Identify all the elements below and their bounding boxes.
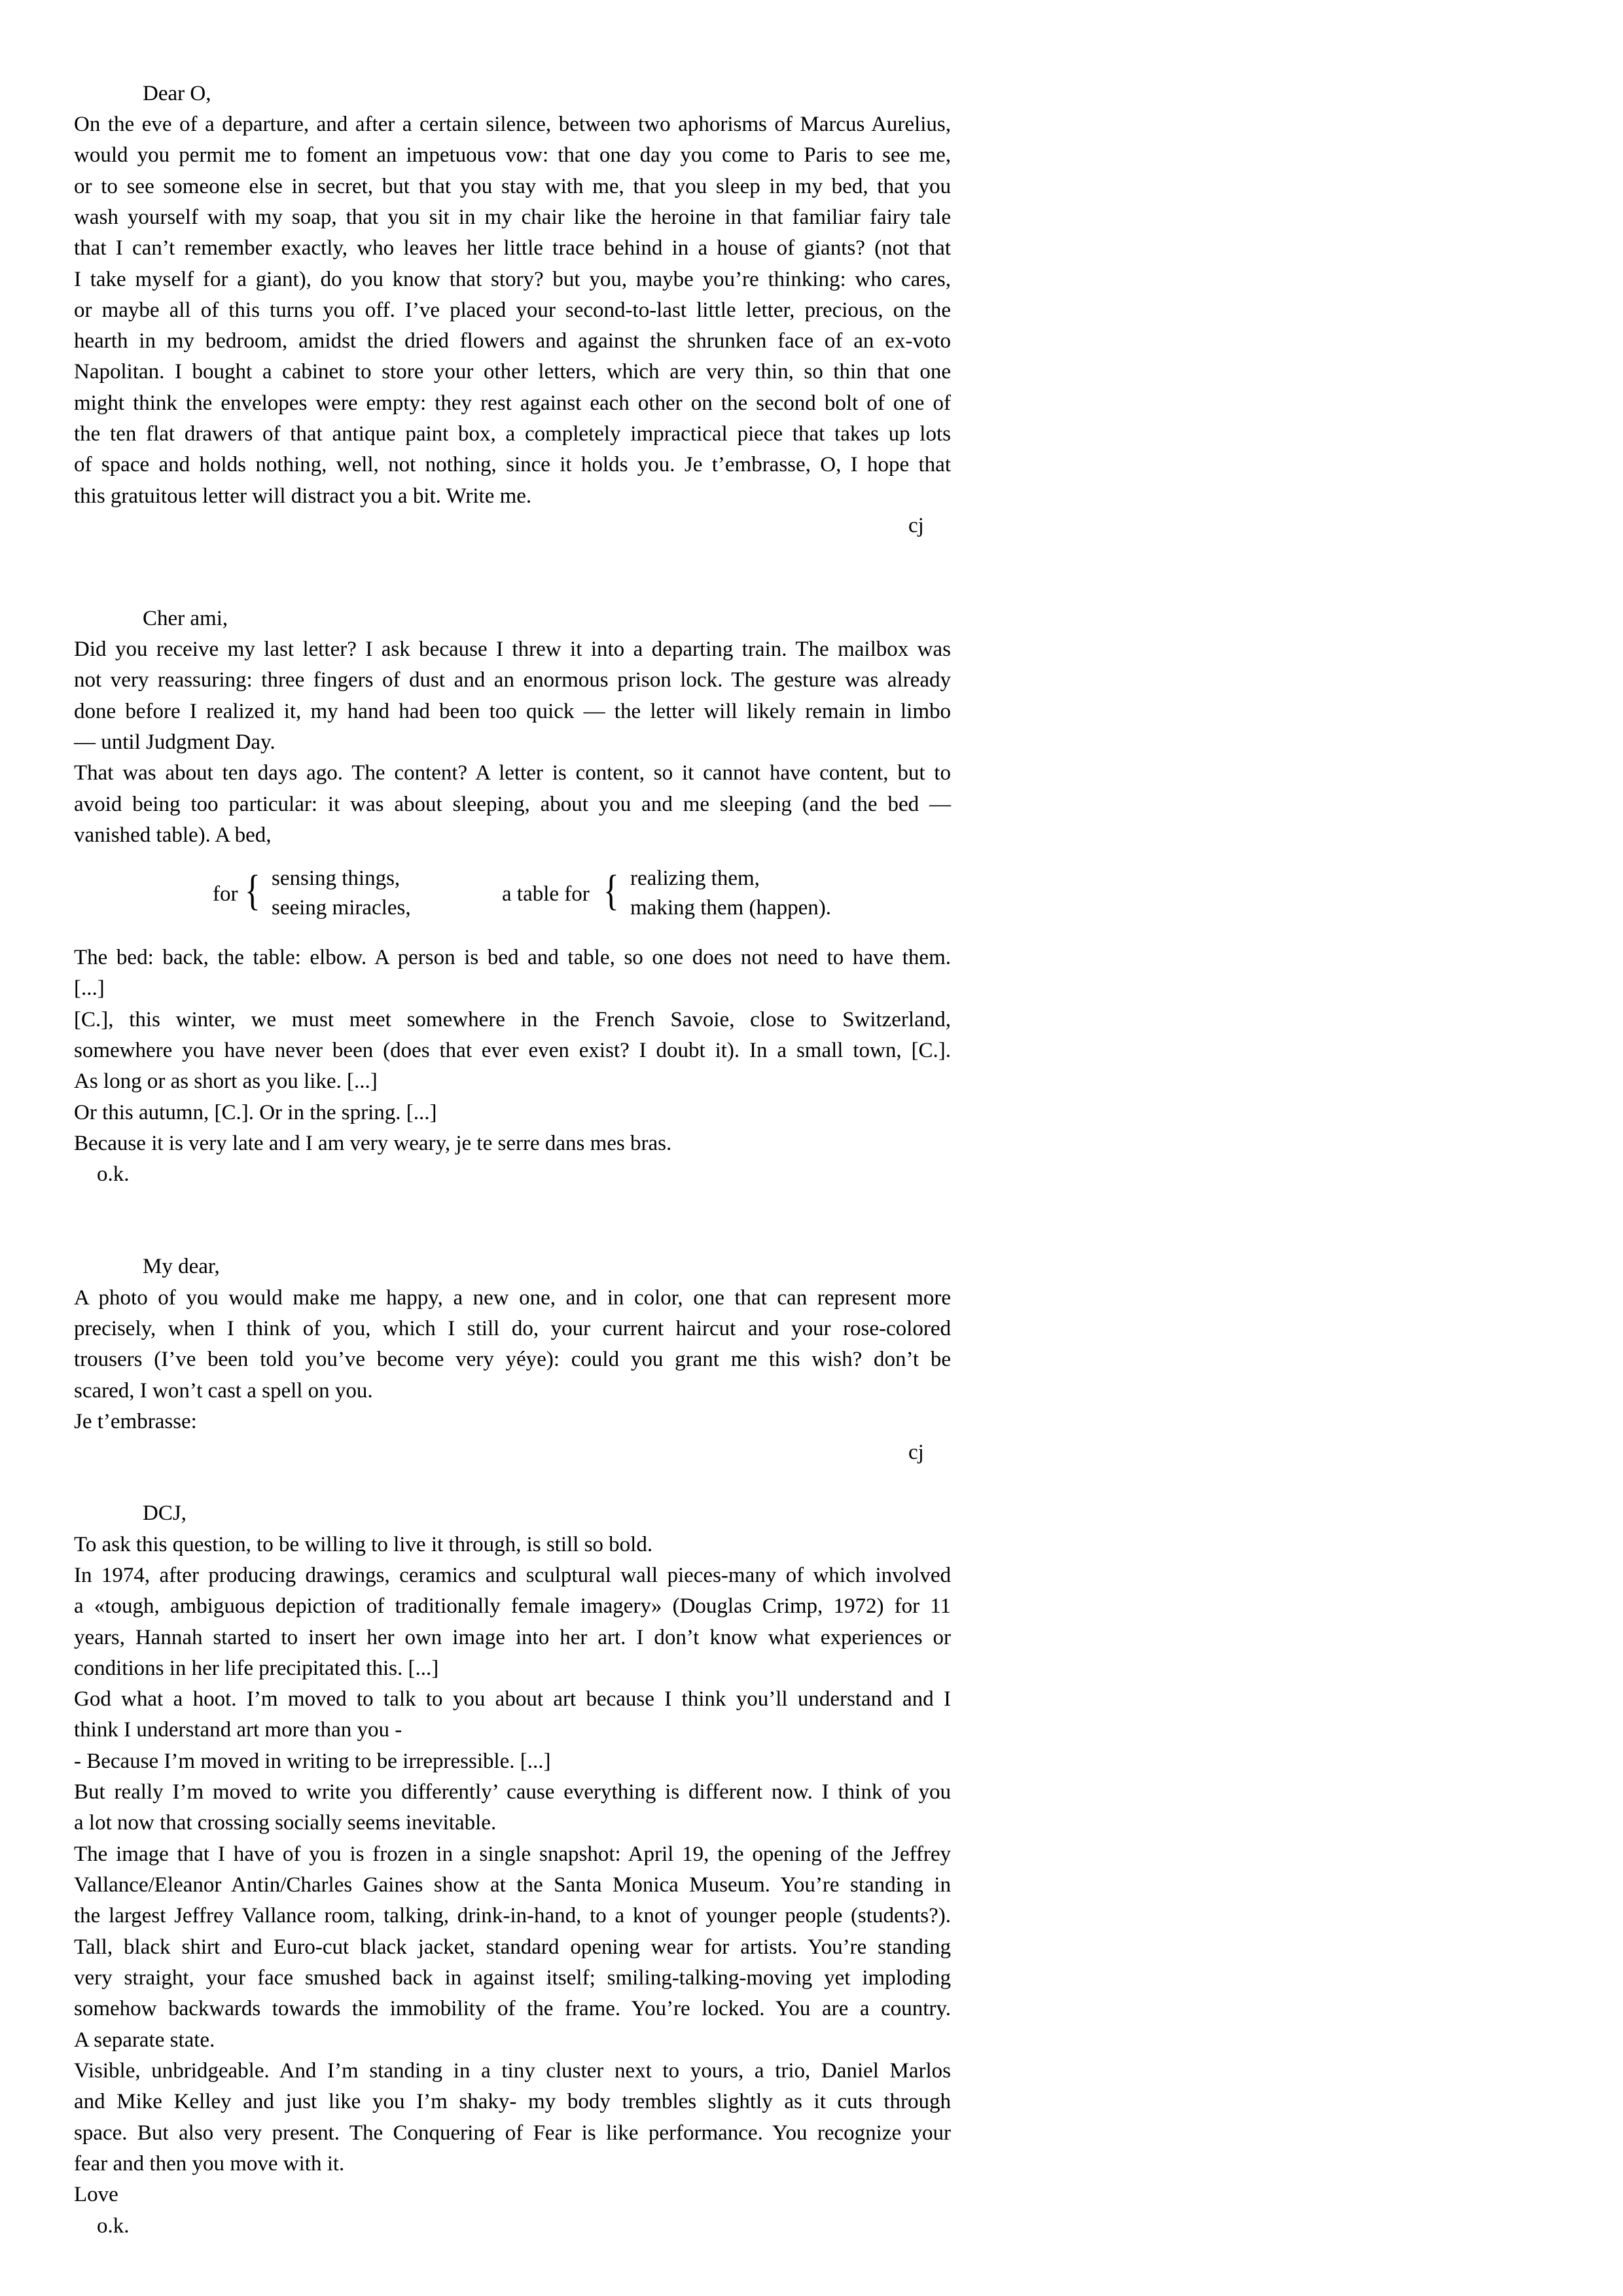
letter-line: In 1974, after producing drawings, ceramics and sculptural wall pieces-many of which involved — [74, 1564, 951, 1587]
letter-line: think I understand art more than you - — [74, 1718, 402, 1742]
letter-line: God what a hoot. I’m moved to talk to you about art because I think you’ll understand and I — [74, 1687, 951, 1711]
letter-line: conditions in her life precipitated this. [...] — [74, 1657, 439, 1680]
letter-salutation: Dear O, — [143, 82, 211, 105]
letter-line: On the eve of a departure, and after a certain silence, between two aphorisms of Marcus Aurelius, — [74, 113, 951, 136]
letter-line: But really I’m moved to write you differently’ cause everything is different now. I think of you — [74, 1780, 951, 1804]
letter-line: that I can’t remember exactly, who leaves her little trace behind in a house of giants? (not that — [74, 236, 951, 260]
letter-line: space. But also very present. The Conquering of Fear is like performance. You recognize your — [74, 2121, 951, 2145]
letter-line: a lot now that crossing socially seems inevitable. — [74, 1811, 497, 1835]
letter-line: trousers (I’ve been told you’ve become very yéye): could you grant me this wish? don’t be — [74, 1348, 951, 1371]
letter-line: precisely, when I think of you, which I still do, your current haircut and your rose-colored — [74, 1317, 951, 1340]
letter-line: - Because I’m moved in writing to be irrepressible. [...] — [74, 1749, 551, 1773]
letter-signature: cj — [908, 1441, 924, 1464]
letter-line: Vallance/Eleanor Antin/Charles Gaines show at the Santa Monica Museum. You’re standing in — [74, 1873, 951, 1897]
letter-line: and Mike Kelley and just like you I’m shaky- my body trembles slightly as it cuts through — [74, 2090, 951, 2113]
letter-line: Je t’embrasse: — [74, 1410, 197, 1433]
letter-signature: o.k. — [97, 2214, 130, 2238]
brace-left-item: seeing miracles, — [272, 896, 411, 920]
letter-salutation: Cher ami, — [143, 607, 228, 630]
brace-right-item: making them (happen). — [630, 896, 831, 920]
letter-line: very straight, your face smushed back in against itself; smiling-talking-moving yet imploding — [74, 1966, 951, 1990]
letter-line: the ten flat drawers of that antique paint box, a completely impractical piece that takes up lots — [74, 422, 951, 446]
letter-line: I take myself for a giant), do you know that story? but you, maybe you’re thinking: who cares, — [74, 268, 951, 291]
letter-signature: o.k. — [97, 1162, 130, 1186]
letter-salutation: My dear, — [143, 1255, 220, 1278]
letter-line: Napolitan. I bought a cabinet to store your other letters, which are very thin, so thin that one — [74, 360, 951, 384]
letter-line: scared, I won’t cast a spell on you. — [74, 1379, 373, 1403]
letter-salutation: DCJ, — [143, 1501, 187, 1525]
letter-line: Visible, unbridgeable. And I’m standing in a tiny cluster next to yours, a trio, Daniel Marlos — [74, 2059, 951, 2083]
brace-right-item: realizing them, — [630, 867, 760, 890]
letter-line: this gratuitous letter will distract you a bit. Write me. — [74, 484, 532, 508]
letter-line: or to see someone else in secret, but that you stay with me, that you sleep in my bed, that you — [74, 175, 951, 198]
letter-line: or maybe all of this turns you off. I’ve placed your second-to-last little letter, precious, on the — [74, 298, 951, 322]
letter-line: To ask this question, to be willing to live it through, is still so bold. — [74, 1533, 653, 1556]
bed-table-brace-diagram — [0, 863, 1623, 928]
letter-line: That was about ten days ago. The content? A letter is content, so it cannot have content, but to — [74, 761, 951, 785]
letter-line: wash yourself with my soap, that you sit in my chair like the heroine in that familiar fairy tale — [74, 206, 951, 229]
letter-line: [C.], this winter, we must meet somewhere in the French Savoie, close to Switzerland, — [74, 1008, 951, 1031]
letter-line: years, Hannah started to insert her own image into her art. I don’t know what experiences or — [74, 1626, 951, 1649]
letter-signature: cj — [908, 514, 924, 537]
letter-line: The bed: back, the table: elbow. A person is bed and table, so one does not need to have them. — [74, 946, 951, 969]
letter-line: — until Judgment Day. — [74, 730, 276, 754]
letter-line: The image that I have of you is frozen in a single snapshot: April 19, the opening of the Jeffrey — [74, 1842, 951, 1866]
letter-line: a «tough, ambiguous depiction of traditionally female imagery» (Douglas Crimp, 1972) for 11 — [74, 1594, 951, 1618]
letter-line: done before I realized it, my hand had been too quick — the letter will likely remain in limbo — [74, 700, 951, 723]
letter-line: the largest Jeffrey Vallance room, talking, drink-in-hand, to a knot of younger people (students?). — [74, 1904, 951, 1928]
letter-line: not very reassuring: three fingers of dust and an enormous prison lock. The gesture was already — [74, 668, 951, 692]
letter-line: Because it is very late and I am very weary, je te serre dans mes bras. — [74, 1132, 672, 1155]
letter-line: fear and then you move with it. — [74, 2152, 345, 2176]
letter-line: avoid being too particular: it was about sleeping, about you and me sleeping (and the bed — — [74, 793, 951, 816]
left-brace-icon: { — [244, 867, 260, 914]
letter-line: of space and holds nothing, well, not nothing, since it holds you. Je t’embrasse, O, I hope that — [74, 453, 951, 476]
letter-line: [...] — [74, 977, 105, 1000]
brace-right-label: a table for — [502, 882, 590, 906]
letter-line: Tall, black shirt and Euro-cut black jacket, standard opening wear for artists. You’re standing — [74, 1935, 951, 1959]
letter-line: Did you receive my last letter? I ask because I threw it into a departing train. The mailbox was — [74, 637, 951, 661]
letter-line: A separate state. — [74, 2028, 215, 2052]
letter-closing: Love — [74, 2183, 118, 2206]
letter-line: hearth in my bedroom, amidst the dried flowers and against the shrunken face of an ex-voto — [74, 329, 951, 353]
letter-line: A photo of you would make me happy, a new one, and in color, one that can represent more — [74, 1286, 951, 1310]
letter-line: somewhere you have never been (does that ever even exist? I doubt it). In a small town, [C.]. — [74, 1039, 951, 1062]
letter-line: As long or as short as you like. [...] — [74, 1069, 378, 1093]
brace-left-item: sensing things, — [272, 867, 401, 890]
letter-line: would you permit me to foment an impetuous vow: that one day you come to Paris to see me, — [74, 143, 951, 167]
letter-line: vanished table). A bed, — [74, 823, 272, 847]
letter-line: somehow backwards towards the immobility of the frame. You’re locked. You are a country. — [74, 1997, 951, 2020]
brace-left-label: for — [213, 882, 238, 906]
letter-line: might think the envelopes were empty: they rest against each other on the second bolt of one of — [74, 391, 951, 415]
letter-line: Or this autumn, [C.]. Or in the spring. [...] — [74, 1101, 437, 1124]
right-brace-icon: { — [603, 867, 619, 914]
